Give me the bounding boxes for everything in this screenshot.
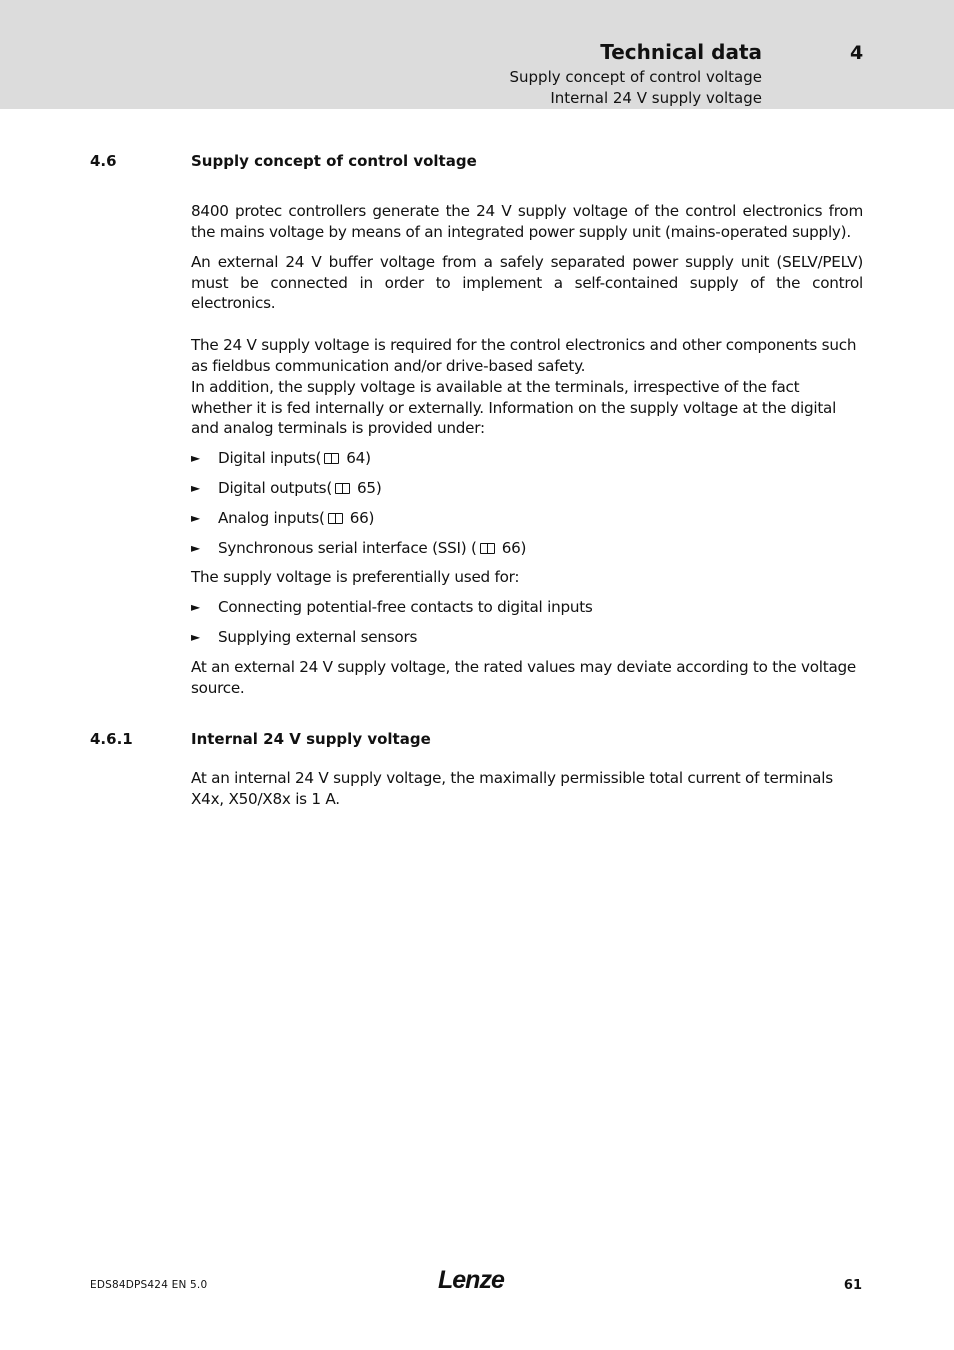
ref-page: 64)	[346, 449, 371, 467]
cross-reference-link[interactable]	[218, 538, 526, 559]
list-item-digital-inputs-ref	[191, 448, 863, 469]
list-item-digital-outputs-ref	[191, 478, 863, 499]
ref-label: Digital inputs(	[218, 449, 322, 467]
ref-page: 65)	[357, 479, 382, 497]
book-icon	[328, 513, 343, 524]
ref-page: 66)	[349, 509, 375, 527]
list-item-use	[191, 597, 863, 618]
list-item-text: Connecting potential-free contacts to digital inputs	[218, 598, 593, 616]
section-title: Supply concept of control voltage	[191, 152, 477, 170]
bullet-arrow-icon: ►	[191, 600, 200, 614]
lenze-logo	[437, 1265, 517, 1295]
subsection-title: Internal 24 V supply voltage	[191, 730, 431, 748]
paragraph-internal-supply: At an internal 24 V supply voltage, the maximally permissible total current of terminals X4x, X50/X8x is 1 A.	[191, 769, 833, 808]
paragraph-preferential-use: The supply voltage is preferentially used for:	[191, 568, 520, 586]
bullet-arrow-icon: ►	[191, 630, 200, 644]
svg-text:Lenze: Lenze	[438, 1266, 504, 1294]
list-item-text: Supplying external sensors	[218, 628, 418, 646]
book-icon	[480, 543, 495, 554]
chapter-title: Technical data	[600, 40, 762, 64]
cross-reference-link[interactable]	[218, 478, 382, 499]
document-id: EDS84DPS424 EN 5.0	[90, 1279, 208, 1291]
bullet-arrow-icon: ►	[191, 451, 200, 465]
list-item-ssi-ref	[191, 538, 863, 559]
cross-reference-link[interactable]	[218, 448, 371, 469]
book-icon	[324, 453, 339, 464]
ref-label: Synchronous serial interface (SSI) (	[218, 539, 477, 557]
ref-page: 66)	[501, 539, 527, 557]
paragraph-supply-required: The 24 V supply voltage is required for the control electronics and other components such as fieldbus communication and/or drive-based safety.	[191, 336, 857, 375]
ref-label: Analog inputs(	[218, 509, 325, 527]
list-item-analog-inputs-ref	[191, 508, 863, 529]
cross-reference-link[interactable]	[218, 508, 374, 529]
bullet-arrow-icon: ►	[191, 511, 200, 525]
bullet-arrow-icon: ►	[191, 541, 200, 555]
header-subtitle-1: Supply concept of control voltage	[509, 68, 762, 86]
chapter-number: 4	[850, 42, 864, 64]
list-item-use	[191, 627, 863, 648]
header-subtitle-2: Internal 24 V supply voltage	[550, 89, 762, 107]
paragraph-buffer-voltage: An external 24 V buffer voltage from a safely separated power supply unit (SELV/PELV) must be connected in order to implement a self-contained supply of the control electronics.	[191, 253, 863, 313]
book-icon	[335, 483, 350, 494]
paragraph-external-supply: At an external 24 V supply voltage, the rated values may deviate according to the voltage source.	[191, 658, 856, 697]
section-number: 4.6	[90, 152, 117, 170]
ref-label: Digital outputs(	[218, 479, 333, 497]
paragraph-terminals-info: In addition, the supply voltage is available at the terminals, irrespective of the fact whether it is fed internally or externally. Information on the supply voltage at the digital and analog terminals is provided under:	[191, 378, 837, 438]
page-header	[0, 0, 954, 109]
page-number: 61	[843, 1278, 862, 1293]
subsection-number: 4.6.1	[90, 730, 133, 748]
bullet-arrow-icon: ►	[191, 481, 200, 495]
paragraph-power-supply: 8400 protec controllers generate the 24 V supply voltage of the control electronics from the mains voltage by means of an integrated power supply unit (mains-operated supply).	[191, 202, 863, 241]
